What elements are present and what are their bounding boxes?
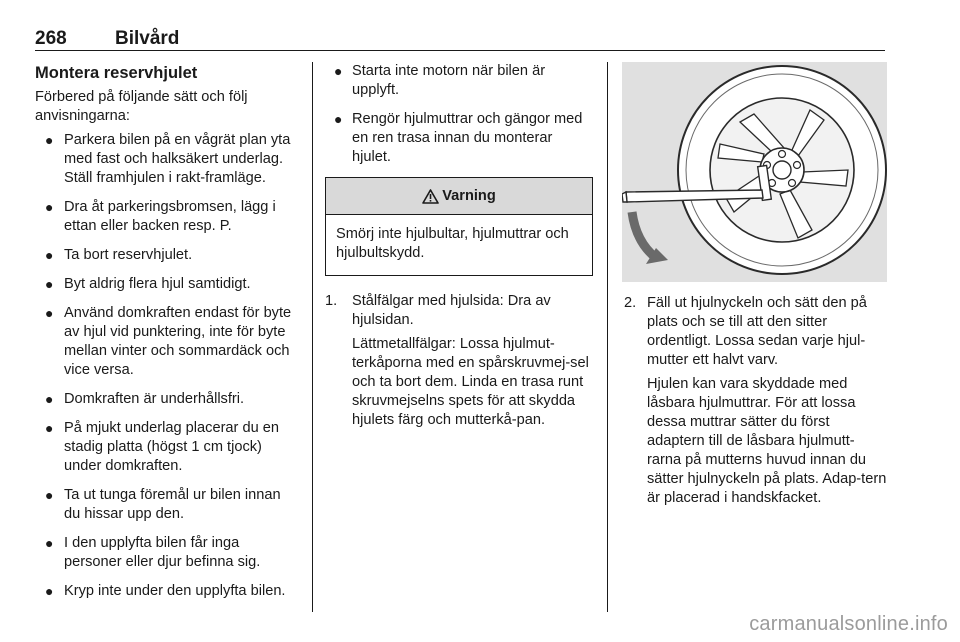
step-list	[622, 294, 887, 508]
list-item: ● Starta inte motorn när bilen är upplyft.	[334, 63, 546, 98]
step-item	[325, 292, 593, 430]
bullet-icon: ●	[45, 305, 54, 321]
bullet-icon: ●	[45, 583, 54, 599]
step-list	[325, 292, 593, 430]
list-item: ● Använd domkraften endast för byte av hjul vid punktering, inte för byte mellan vinter och sommardäck och vice versa.	[45, 305, 292, 378]
bullet-icon: ●	[334, 111, 343, 127]
step-text: Hjulen kan vara skyddade med låsbara hjulmuttrar. För att lossa dessa muttrar sätter du först adaptern till de låsbara hjulmutt-rarna på mutterns huvud innan du sätter hjulnyckeln på plats. Adap-tern är placerad i handskfacket.	[647, 376, 887, 506]
step-number: 1.	[325, 293, 338, 309]
bullet-icon: ●	[45, 132, 54, 148]
bullet-icon: ●	[45, 199, 54, 215]
page-number: 268	[35, 28, 67, 49]
list-item: ● Parkera bilen på en vågrät plan yta med fast och halksäkert underlag. Ställ framhjulen i rakt-framläge.	[45, 132, 291, 186]
list-item: ● Rengör hjulmuttrar och gängor med en ren trasa innan du monterar hjulet.	[334, 111, 583, 165]
list-item: ● Dra åt parkeringsbromsen, lägg i ettan eller backen resp. P.	[45, 199, 276, 234]
column-middle	[325, 62, 593, 430]
header-divider	[35, 50, 885, 51]
list-item: ● Kryp inte under den upplyfta bilen.	[45, 583, 286, 599]
watermark: carmanualsonline.info	[749, 613, 948, 635]
intro-text: Förbered på följande sätt och följ anvisningarna:	[35, 89, 248, 124]
column-divider	[607, 62, 608, 612]
bullet-icon: ●	[45, 420, 54, 436]
wheel-wrench-image	[622, 62, 887, 282]
page-header	[35, 28, 885, 52]
preparation-list	[35, 131, 300, 601]
wheel-illustration	[622, 62, 887, 282]
bullet-icon: ●	[334, 63, 343, 79]
bullet-icon: ●	[45, 276, 54, 292]
step-text: Lättmetallfälgar: Lossa hjulmut-terkåporna med en spårskruvmej-sel och ta bort dem. Linda en trasa runt skruvmejselns spets för att skydda hjulets färg och mutterkå-pan.	[352, 336, 589, 428]
column-right	[622, 62, 887, 508]
list-item: ● Ta bort reservhjulet.	[45, 247, 193, 263]
warning-header	[326, 178, 592, 215]
safety-list	[325, 62, 593, 167]
section-heading: Montera reservhjulet	[35, 64, 198, 82]
column-divider	[312, 62, 313, 612]
warning-box	[325, 177, 593, 276]
warning-text: Smörj inte hjulbultar, hjulmuttrar och hjulbultskydd.	[336, 226, 569, 261]
step-text: Stålfälgar med hjulsida: Dra av hjulsidan.	[352, 293, 551, 328]
list-item: ● Ta ut tunga föremål ur bilen innan du hissar upp den.	[45, 487, 281, 522]
list-item: ● På mjukt underlag placerar du en stadig platta (högst 1 cm tjock) under domkraften.	[45, 420, 279, 474]
step-item	[622, 294, 887, 508]
list-item: ● Byt aldrig flera hjul samtidigt.	[45, 276, 251, 292]
column-left	[35, 62, 300, 611]
step-text: Fäll ut hjulnyckeln och sätt den på plats och se till att den sitter ordentligt. Lossa sedan varje hjul-mutter ett halvt varv.	[647, 295, 867, 368]
list-item: ● I den upplyfta bilen får inga personer eller djur befinna sig.	[45, 535, 261, 570]
warning-triangle-icon	[422, 189, 439, 204]
bullet-icon: ●	[45, 487, 54, 503]
warning-title: Varning	[442, 187, 496, 204]
list-item: ● Domkraften är underhållsfri.	[45, 391, 245, 407]
chapter-title: Bilvård	[115, 28, 180, 49]
bullet-icon: ●	[45, 535, 54, 551]
bullet-icon: ●	[45, 391, 54, 407]
bullet-icon: ●	[45, 247, 54, 263]
step-number: 2.	[624, 295, 637, 311]
